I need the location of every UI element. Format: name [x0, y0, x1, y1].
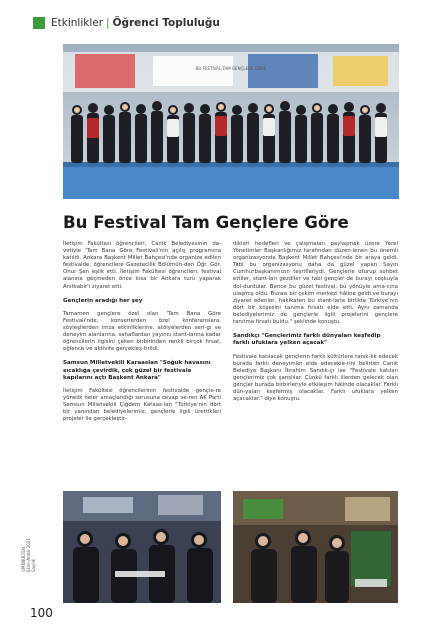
section-marker-icon [33, 17, 45, 29]
section-label: Etkinlikler [51, 17, 104, 29]
article-column-left [63, 241, 221, 431]
paragraph-karaaslan-continued: dikleri hedefleri ve çalışmaları paylaşmak üzere Yerel Yönetimler Başkanlığımız tarafından düzen-lenen bu önemli organizasyonda Başkent Millet Bahçesi'nde bir araya geldi. Tabi bu organizasyonu daha da güzel yapan Sayın Cumhurbaşkanımızın teşrifleriydi. Gençlerle oturup sohbet ettiler, stant-ları gezdiler ve tabi gençler de burayı coşkuyla dol-durdular. Bence bu güzel festival, bu yönüyle ama-cına ulaşmış oldu. Burası bir çekim merkezi hâline geldi ve burayı ziyaret edenler, hakikaten bu stant-larla birlikte Türkiye'nin dört bir köşesini tanıma fırsatı elde etti. Aynı zamanda belediyelerimiz de gençlerle ilgili projelerini gençlere tanıtma fırsatı buldu." şeklinde konuştu. [233, 241, 398, 326]
issue-side-label [22, 532, 36, 572]
side-label-line-3: Sayılık [30, 558, 36, 572]
article-column-right [233, 241, 398, 410]
side-label-line-1: OMÜBÜLTEN [21, 547, 26, 572]
article-title: Bu Festival Tam Gençlere Göre [63, 213, 349, 232]
photo-event-right [233, 491, 398, 603]
page-number: 100 [30, 606, 53, 620]
section-breadcrumb [51, 17, 220, 29]
section-header [33, 14, 220, 32]
paragraph-festival-activities: Tamamen gençlere özel olan 'Tam Bana Göre Festivali'nde, konserlerden özel konferanslara, söyleşilerden imza etkinliklerine, atölyelerden seri-gi ve deneyim alanlarına, sahaflardan yayıncı stant-larına kadar öğrencilerin ilgisini çeken birbirinden renkli birçok fırsat, eğlence ve aktivite gerçekleş-tirildi. [63, 310, 221, 353]
subheading-karaaslan: Samsun Milletvekili Karaaslan "Soğuk havasını sıcaklığa çevirdik, çok güzel bir festivale kapılarını açtı Başkent Ankara" [63, 360, 211, 381]
paragraph-sandikci-quote: Festivale katılacak gençlerin farklı kültürlere tanık-lık edecek burada farklı deneyimler elde edecekle-rini belirten Canik Belediye Başkanı İbrahim Sandık-çı ise "Festivale katılan gençlerimiz çok şanslılar. Çünkü farklı illerden gelecek olan gençler burada birbirleriyle etkileşim hâlinde olacaklar. Farklı dün-yaları keşfetmiş olacaklar. Farklı ufuklara yelken açacaklar." diye konuştu. [233, 353, 398, 403]
photo-event-left [63, 491, 221, 603]
photo-left-illustration [63, 491, 221, 603]
photo-right-illustration [233, 491, 398, 603]
hero-photo-group [63, 44, 399, 199]
subsection-label: Öğrenci Topluluğu [112, 17, 220, 29]
paragraph-karaaslan-quote: İletişim Fakültesi öğrencilerinin festivalde gençle-re yönelik neler amaçlandığı sorusuna cevap ve-ren AK Parti Samsun Milletvekili Çiğdem Karaas-lan "Türkiye'nin dört bir yanından belediyelerimiz, gençlerle ilgili ürettikleri projeler ile gerçekleştir- [63, 388, 221, 423]
breadcrumb-separator: | [106, 17, 110, 29]
side-label-line-2: Ekim-Aralık 2021 [25, 537, 31, 572]
subheading-youth: Gençlerin aradığı her şey [63, 297, 143, 304]
hero-banner-text: BU FESTİVAL TAM GENÇLERE GÖRE [195, 66, 267, 71]
subheading-sandikci: Sandıkçı "Gençlerimiz farklı dünyaları keşfedip farklı ufuklara yelken açacak" [233, 333, 381, 347]
paragraph-intro: İletişim Fakültesi öğrencileri, Canik Belediyesinin da-vetiyle 'Tam Bana Göre Festivali'nin açılış programına katıldı. Ankara Başkent Millet Bahçesi'nde organize edilen festivalde, öğrencilere Gazetecilik Bölümün-den Öğr. Gör. Onur Şen eşlik etti. İletişim Fakültesi öğrencileri, festival alanına geçmeden önce kısa bir Ankara turu yaparak Anıtkabir'i ziyaret etti. [63, 241, 221, 290]
